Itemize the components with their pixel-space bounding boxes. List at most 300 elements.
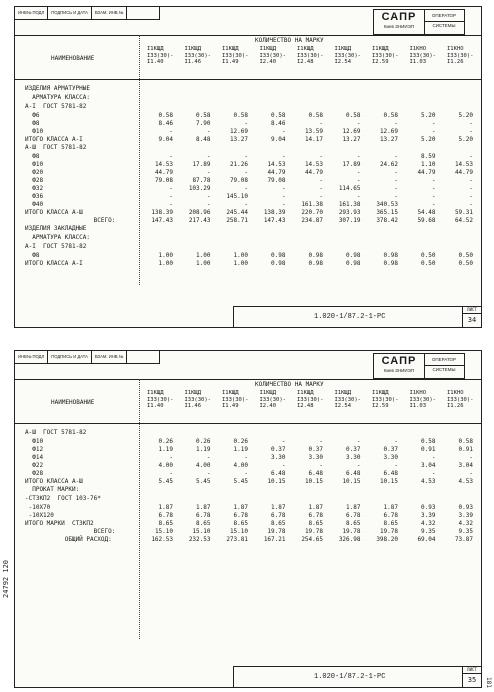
value-cell: 1.87 [308,504,323,511]
sheet-number: 34 [467,316,477,324]
name-column-divider [139,35,140,285]
value-cell: 398.20 [376,536,398,543]
value-cell: 1.19 [158,446,173,453]
value-cell: 161.38 [301,201,323,208]
value-cell: - [244,201,248,208]
approval-stamp [15,7,160,20]
value-cell: 0.58 [196,112,211,119]
value-cell: 0.37 [346,446,361,453]
value-cell: - [206,128,211,135]
value-cell: 19.78 [267,528,286,535]
value-cell: - [469,193,473,200]
header-bottom-rule [15,79,481,80]
value-cell: - [319,185,323,192]
row-label: Ф6 [25,112,40,119]
value-cell: 1.87 [158,504,173,511]
value-cell: 9.35 [458,528,473,535]
value-cell: - [281,185,286,192]
value-cell: 19.78 [304,528,323,535]
value-cell: 0.98 [346,252,361,259]
value-cell: - [431,193,436,200]
logo-org: Киев ЗНИИЭП [383,24,415,29]
value-cell: 9.35 [421,528,436,535]
value-cell: 44.79 [154,169,173,176]
operator-box [424,9,465,35]
value-cell: 6.78 [158,512,173,519]
value-cell: 103.29 [188,185,211,192]
system-label: СИСТЕМЫ [432,23,456,28]
value-cell: - [319,193,323,200]
value-cell: - [169,201,173,208]
row-label: Ф20 [25,169,44,176]
value-cell: - [169,185,173,192]
value-cell: 0.37 [383,446,398,453]
value-cell: 6.78 [196,512,211,519]
row-label: ИЗДЕЛИЯ АРМАТУРНЫЕ [25,85,91,92]
value-cell: 147.43 [151,217,173,224]
column-header: І1КЩД І33(30)- І1.40 [147,46,174,65]
logo-name: САПР [381,11,417,23]
system-label: СИСТЕМЫ [432,367,456,372]
value-cell: 0.98 [271,260,286,267]
value-cell: 0.93 [421,504,436,511]
value-cell: 6.78 [346,512,361,519]
column-header: І1КНО І33(30)- І1.03 [409,46,436,65]
value-cell: 3.04 [458,462,473,469]
value-cell: - [431,120,436,127]
value-cell: - [169,193,173,200]
value-cell: 54.48 [417,209,436,216]
title-block [233,666,481,687]
value-cell: - [169,454,173,461]
value-cell: 0.50 [458,252,473,259]
value-cell: 0.58 [346,112,361,119]
value-cell: 1.19 [196,446,211,453]
row-label: ИЗДЕЛИЯ ЗАКЛАДНЫЕ [25,225,87,232]
value-cell: 1.00 [196,260,211,267]
value-cell: - [469,128,473,135]
row-label: ВСЕГО: [25,217,116,224]
value-cell: 14.53 [454,161,473,168]
value-cell: - [356,169,361,176]
value-cell: 378.42 [376,217,398,224]
value-cell: 0.93 [458,504,473,511]
row-label: Ф28 [25,177,44,184]
value-cell: 5.20 [421,136,436,143]
row-label: Ф36 [25,193,44,200]
value-cell: 15.10 [229,528,248,535]
value-cell: 0.58 [271,112,286,119]
value-cell: 114.65 [338,185,361,192]
value-cell: 1.87 [346,504,361,511]
value-cell: 9.04 [158,136,173,143]
document-code: 1.020-1/87.2-1-РС [314,313,386,321]
value-cell: 8.65 [346,520,361,527]
value-cell: - [469,454,473,461]
value-cell: 1.00 [158,252,173,259]
value-cell: 0.58 [158,112,173,119]
value-cell: 59.68 [417,217,436,224]
sheet-number-box [462,667,481,687]
value-cell: - [394,120,398,127]
value-cell: 6.78 [383,512,398,519]
value-cell: 5.20 [458,112,473,119]
value-cell: 0.98 [383,260,398,267]
sapr-logo [373,9,425,35]
row-label: А-Ш ГОСТ 5781-82 [25,144,87,151]
stamp-cell: ПОДПИСЬ И ДАТА [48,351,92,363]
value-cell: 5.45 [233,478,248,485]
value-cell: 15.10 [154,528,173,535]
value-cell: 167.21 [263,536,286,543]
row-label: ИТОГО КЛАССА А-Ш [25,478,83,485]
header-top-rule [15,379,481,380]
value-cell: - [356,120,361,127]
value-cell: - [356,153,361,160]
value-cell: 273.81 [226,536,248,543]
approval-stamp [15,351,160,364]
value-cell: 162.53 [151,536,173,543]
value-cell: 1.00 [196,252,211,259]
value-cell: - [469,201,473,208]
row-label: Ф12 [25,446,44,453]
value-cell: 340.53 [376,201,398,208]
value-cell: 0.26 [233,438,248,445]
value-cell: 4.32 [421,520,436,527]
row-label: ИТОГО КЛАССА А-І [25,136,83,143]
column-header: І1КЩД І33(30)- І1.40 [147,390,174,409]
value-cell: - [319,462,323,469]
value-cell: 14.17 [304,136,323,143]
value-cell: 7.90 [196,120,211,127]
value-cell: - [206,153,211,160]
value-cell: - [206,201,211,208]
value-cell: 208.96 [188,209,211,216]
value-cell: 0.91 [421,446,436,453]
title-block [233,306,481,327]
column-header: І1КЩД І33(30)- І2.40 [259,46,286,65]
value-cell: 9.04 [271,136,286,143]
value-cell: 3.04 [421,462,436,469]
value-cell: 6.78 [308,512,323,519]
value-cell: 0.98 [346,260,361,267]
value-cell: 232.53 [188,536,211,543]
value-cell: - [431,470,436,477]
value-cell: - [319,438,323,445]
value-cell: 13.27 [379,136,398,143]
sheet-35 [14,350,482,688]
operator-label: ОПЕРАТОР [424,354,464,366]
value-cell: 8.46 [271,120,286,127]
value-cell: 0.50 [421,260,436,267]
value-cell: 44.79 [304,169,323,176]
value-cell: 4.32 [458,520,473,527]
value-cell: 3.39 [421,512,436,519]
row-label: А-Ш ГОСТ 5781-82 [25,429,87,436]
value-cell: - [431,177,436,184]
header-top-rule [15,35,481,36]
value-cell: 1.87 [271,504,286,511]
value-cell: 326.98 [338,536,361,543]
value-cell: 1.00 [233,260,248,267]
value-cell: 1.87 [196,504,211,511]
logo-name: САПР [381,355,417,367]
value-cell: 0.50 [421,252,436,259]
value-cell: - [281,153,286,160]
value-cell: - [206,169,211,176]
sheet-number-box [462,307,481,327]
value-cell: 147.43 [263,217,286,224]
value-cell: 220.70 [301,209,323,216]
column-header: І1КЩД І33(30)- І1.46 [184,46,211,65]
value-cell: 8.59 [421,153,436,160]
value-cell: 1.10 [421,161,436,168]
value-cell: 21.26 [229,161,248,168]
column-header: І1КНО І33(30)- І1.03 [409,390,436,409]
value-cell: 1.87 [233,504,248,511]
value-cell: - [206,193,211,200]
value-cell: 0.26 [196,438,211,445]
value-cell: - [394,438,398,445]
value-cell: 245.44 [226,209,248,216]
edge-number: 181 [485,677,492,688]
row-label: ИТОГО КЛАССА А-І [25,260,83,267]
row-label: Ф28 [25,470,44,477]
value-cell: - [319,153,323,160]
sheet-label: ЛИСТ [463,307,481,314]
value-cell: 217.43 [188,217,211,224]
column-header: І1КЩД І33(30)- І1.49 [222,390,249,409]
value-cell: 4.00 [196,462,211,469]
value-cell: 69.04 [417,536,436,543]
row-label: ИТОГО МАРКИ СТЗКП2 [25,520,94,527]
value-cell: 10.15 [342,478,361,485]
value-cell: 4.00 [158,462,173,469]
value-cell: - [206,454,211,461]
quantity-title: КОЛИЧЕСТВО НА МАРКУ [255,37,324,44]
value-cell: 8.65 [233,520,248,527]
value-cell: 5.45 [196,478,211,485]
column-header: І1КЩД І33(30)- І2.40 [259,390,286,409]
value-cell: 0.58 [233,112,248,119]
value-cell: 3.39 [458,512,473,519]
value-cell: - [169,128,173,135]
stamp-cell: ИНВ№ ПОДЛ [15,351,48,363]
stamp-cell [127,351,159,363]
value-cell: 14.53 [154,161,173,168]
row-label: Ф10 [25,438,44,445]
value-cell: - [394,193,398,200]
column-header: І1КЩД І33(30)- І2.59 [372,46,399,65]
value-cell: 0.98 [308,252,323,259]
column-header: І1КЩД І33(30)- І1.46 [184,390,211,409]
sheet-34 [14,6,482,328]
value-cell: 17.89 [342,161,361,168]
value-cell: 59.31 [454,209,473,216]
value-cell: 6.78 [233,512,248,519]
row-label: Ф32 [25,185,44,192]
value-cell: 5.20 [458,136,473,143]
row-label: Ф8 [25,120,40,127]
value-cell: 3.30 [346,454,361,461]
value-cell: 64.52 [454,217,473,224]
value-cell: 19.78 [379,528,398,535]
value-cell: - [244,153,248,160]
value-cell: - [281,462,286,469]
value-cell: 8.65 [158,520,173,527]
value-cell: - [356,177,361,184]
value-cell: 13.59 [304,128,323,135]
value-cell: - [469,185,473,192]
value-cell: 87.78 [192,177,211,184]
value-cell: 6.48 [271,470,286,477]
value-cell: 254.65 [301,536,323,543]
value-cell: 79.08 [229,177,248,184]
value-cell: - [394,153,398,160]
row-label: А-І ГОСТ 5781-82 [25,243,87,250]
value-cell: 307.19 [338,217,361,224]
column-header: І1КНО І33(30)- І1.26 [447,46,474,65]
value-cell: 258.71 [226,217,248,224]
value-cell: 8.48 [196,136,211,143]
row-label: Ф10 [25,161,44,168]
column-header: І1КЩД І33(30)- І2.59 [372,390,399,409]
value-cell: 0.91 [458,446,473,453]
row-label: Ф14 [25,454,44,461]
value-cell: 8.46 [158,120,173,127]
value-cell: 4.53 [421,478,436,485]
value-cell: 79.08 [267,177,286,184]
value-cell: 0.37 [308,446,323,453]
value-cell: 0.50 [458,260,473,267]
row-label: АРМАТУРА КЛАССА: [25,94,91,101]
value-cell: - [356,438,361,445]
value-cell: 14.53 [267,161,286,168]
value-cell: - [244,454,248,461]
value-cell: 6.48 [383,470,398,477]
row-label: ИТОГО КЛАССА А-Ш [25,209,83,216]
value-cell: 0.98 [308,260,323,267]
value-cell: - [469,470,473,477]
value-cell: - [281,128,286,135]
column-header: І1КНО І33(30)- І1.26 [447,390,474,409]
value-cell: 13.27 [229,136,248,143]
value-cell: 0.98 [271,252,286,259]
name-column-divider [139,379,140,639]
value-cell: - [319,120,323,127]
value-cell: 0.58 [421,438,436,445]
column-header: І1КЩД І33(30)- І2.48 [297,46,324,65]
value-cell: 15.10 [192,528,211,535]
row-label: А-І ГОСТ 5781-82 [25,103,87,110]
value-cell: 44.79 [454,169,473,176]
value-cell: - [244,169,248,176]
row-label: -10Х120 [25,512,54,519]
row-label: ВСЕГО: [25,528,116,535]
value-cell: 44.79 [267,169,286,176]
value-cell: 3.30 [271,454,286,461]
value-cell: 0.26 [158,438,173,445]
value-cell: - [244,185,248,192]
value-cell: 138.39 [263,209,286,216]
value-cell: 138.39 [151,209,173,216]
logo-org: Киев ЗНИИЭП [383,368,415,373]
value-cell: 17.89 [192,161,211,168]
row-label: Ф8 [25,153,40,160]
value-cell: - [356,193,361,200]
value-cell: - [394,185,398,192]
value-cell: 73.87 [454,536,473,543]
value-cell: - [394,462,398,469]
row-label: ОБЩИЙ РАСХОД: [25,536,112,543]
value-cell: - [244,470,248,477]
sapr-logo [373,353,425,379]
header-bottom-rule [15,423,481,424]
value-cell: 10.15 [304,478,323,485]
row-label: Ф10 [25,128,44,135]
value-cell: 8.65 [308,520,323,527]
row-label: -СТЗКП2 ГОСТ 103-76* [25,495,101,502]
row-label: ПРОКАТ МАРКИ: [25,486,80,493]
value-cell: - [356,462,361,469]
value-cell: 161.38 [338,201,361,208]
value-cell: 6.48 [308,470,323,477]
operator-box [424,353,465,379]
stamp-cell: ИНВ№ ПОДЛ [15,7,48,19]
row-label: АРМАТУРА КЛАССА: [25,234,91,241]
value-cell: 293.93 [338,209,361,216]
value-cell: 1.00 [233,252,248,259]
side-archive-number: 24792 120 [2,560,10,598]
value-cell: - [431,201,436,208]
value-cell: 6.78 [271,512,286,519]
sheet-number: 35 [467,676,477,684]
value-cell: 10.15 [379,478,398,485]
stamp-cell: ВЗАМ. ИНВ.№ [92,351,127,363]
value-cell: 3.30 [308,454,323,461]
value-cell: 44.79 [417,169,436,176]
value-cell: 0.98 [383,252,398,259]
value-cell: 12.69 [379,128,398,135]
value-cell: 12.69 [229,128,248,135]
value-cell: - [244,120,248,127]
value-cell: 8.65 [383,520,398,527]
value-cell: - [469,177,473,184]
value-cell: - [431,185,436,192]
name-column-header: НАИМЕНОВАНИЕ [51,399,95,406]
value-cell: 0.37 [271,446,286,453]
stamp-cell: ВЗАМ. ИНВ.№ [92,7,127,19]
row-label: Ф22 [25,462,44,469]
value-cell: - [319,177,323,184]
value-cell: 1.19 [233,446,248,453]
value-cell: - [206,470,211,477]
value-cell: - [281,438,286,445]
value-cell: - [431,454,436,461]
value-cell: 4.00 [233,462,248,469]
value-cell: 12.69 [342,128,361,135]
column-header: І1КЩД І33(30)- І2.54 [334,46,361,65]
value-cell: - [469,120,473,127]
document-code: 1.020-1/87.2-1-РС [314,673,386,681]
sheet-label: ЛИСТ [463,667,481,674]
value-cell: 3.30 [383,454,398,461]
value-cell: 5.45 [158,478,173,485]
value-cell: 14.53 [304,161,323,168]
value-cell: - [394,169,398,176]
value-cell: 8.65 [271,520,286,527]
column-header: І1КЩД І33(30)- І1.49 [222,46,249,65]
